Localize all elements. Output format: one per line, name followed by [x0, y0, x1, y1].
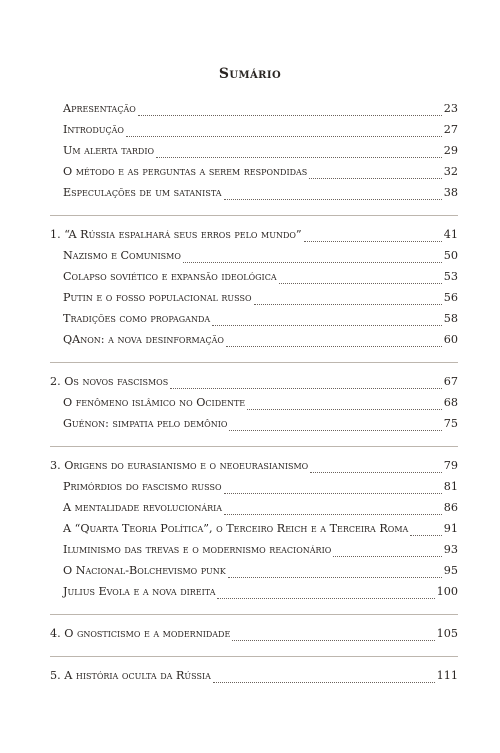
dot-leader [333, 556, 441, 557]
toc-page-number: 56 [443, 291, 458, 304]
toc-page-number: 38 [443, 186, 458, 199]
toc-page-number: 32 [443, 165, 458, 178]
toc-page-number: 68 [443, 396, 458, 409]
toc-page-number: 111 [436, 669, 458, 682]
toc-entry-label: Putin e o fosso populacional russo [63, 291, 252, 304]
toc-page-number: 67 [443, 375, 458, 388]
toc-entry-label: QAnon: a nova desinformação [63, 333, 224, 346]
page-title: Sumário [218, 66, 282, 82]
dot-leader [254, 304, 442, 305]
toc-entry-label: Colapso soviético e expansão ideológica [63, 270, 277, 283]
toc-entry [50, 123, 458, 144]
toc-entry [50, 270, 458, 291]
dot-leader [138, 115, 442, 116]
toc-chapter-heading [50, 459, 458, 480]
toc-entry-label: A mentalidade revolucionária [63, 501, 223, 514]
dot-leader [156, 157, 442, 158]
toc-entry-label: O método e as perguntas a serem respondidas [63, 165, 308, 178]
toc-entry [50, 564, 458, 585]
toc-entry [50, 186, 458, 207]
toc-entry [50, 396, 458, 417]
toc-chapter-heading [50, 627, 458, 648]
toc-entry-label: Especulações de um satanista [63, 186, 222, 199]
dot-leader [170, 388, 442, 389]
dot-leader [247, 409, 442, 410]
dot-leader [224, 199, 442, 200]
toc-entry-label: 2. Os novos fascismos [50, 375, 169, 388]
toc-entry-label: Nazismo e Comunismo [63, 249, 181, 262]
toc-page-number: 100 [436, 585, 458, 598]
toc-page-number: 81 [443, 480, 458, 493]
toc-entry-label: O Nacional-Bolchevismo punk [63, 564, 226, 577]
toc-page-number: 58 [443, 312, 458, 325]
toc-page-number: 23 [443, 102, 458, 115]
toc-page-number: 86 [443, 501, 458, 514]
toc-page-number: 79 [443, 459, 458, 472]
toc-entry-label: Um alerta tardio [63, 144, 155, 157]
toc-entry-label: Primórdios do fascismo russo [63, 480, 222, 493]
dot-leader [309, 178, 441, 179]
toc-entry [50, 501, 458, 522]
toc-page-number: 27 [443, 123, 458, 136]
dot-leader [224, 514, 442, 515]
toc-entry [50, 102, 458, 123]
dot-leader [310, 472, 442, 473]
toc-entry-label: 3. Origens do eurasianismo e o neoeurasianismo [50, 459, 309, 472]
section-divider [50, 215, 458, 216]
toc-entry-label: O fenômeno islâmico no Ocidente [63, 396, 246, 409]
toc-page-number: 93 [443, 543, 458, 556]
toc-entry-label: Guénon: simpatia pelo demônio [63, 417, 228, 430]
toc-entry [50, 585, 458, 606]
section-divider [50, 614, 458, 615]
dot-leader [213, 682, 435, 683]
toc-page-number: 29 [443, 144, 458, 157]
dot-leader [228, 577, 442, 578]
toc-entry [50, 543, 458, 564]
toc-page-number: 91 [443, 522, 458, 535]
toc-entry-label: Iluminismo das trevas e o modernismo reacionário [63, 543, 332, 556]
section-divider [50, 656, 458, 657]
toc-page-number: 105 [436, 627, 458, 640]
section-divider [50, 362, 458, 363]
toc-entry [50, 291, 458, 312]
dot-leader [229, 430, 441, 431]
toc-entry [50, 144, 458, 165]
toc-entry-label: Julius Evola e a nova direita [63, 585, 216, 598]
toc-entry-label: 5. A história oculta da Rússia [50, 669, 211, 682]
toc-entry [50, 165, 458, 186]
toc-entry [50, 480, 458, 501]
section-divider [50, 446, 458, 447]
toc-page-number: 95 [443, 564, 458, 577]
toc-entry-label: Tradições como propaganda [63, 312, 211, 325]
toc-page-number: 60 [443, 333, 458, 346]
toc-entry [50, 249, 458, 270]
dot-leader [217, 598, 434, 599]
toc-entry-label: Introdução [63, 123, 124, 136]
toc-page-number: 41 [443, 228, 458, 241]
dot-leader [410, 535, 441, 536]
toc-chapter-heading [50, 375, 458, 396]
toc-entry [50, 417, 458, 438]
dot-leader [232, 640, 434, 641]
toc-page-number: 50 [443, 249, 458, 262]
dot-leader [212, 325, 442, 326]
dot-leader [183, 262, 442, 263]
dot-leader [126, 136, 442, 137]
dot-leader [226, 346, 442, 347]
toc-page-number: 75 [443, 417, 458, 430]
toc-entry-label: A “Quarta Teoria Política”, o Terceiro Reich e a Terceira Roma [63, 522, 409, 535]
toc-entry-label: 1. “A Rússia espalhará seus erros pelo mundo” [50, 228, 302, 241]
toc-page-number: 53 [443, 270, 458, 283]
toc-entry [50, 333, 458, 354]
toc-entry-label: Apresentação [63, 102, 136, 115]
toc-entry [50, 312, 458, 333]
dot-leader [224, 493, 442, 494]
dot-leader [279, 283, 442, 284]
dot-leader [304, 241, 442, 242]
toc-entry-label: 4. O gnosticismo e a modernidade [50, 627, 231, 640]
toc-entry [50, 522, 458, 543]
toc-chapter-heading [50, 228, 458, 249]
toc-chapter-heading [50, 669, 458, 690]
table-of-contents [50, 102, 458, 690]
